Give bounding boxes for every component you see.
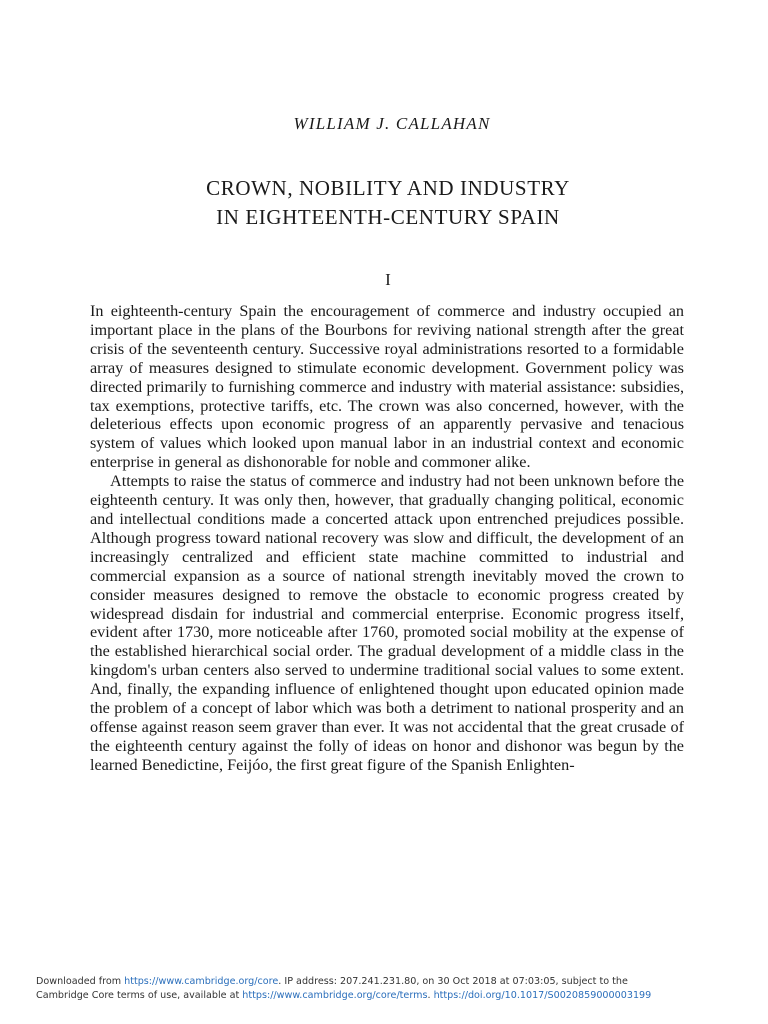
paragraph-2: Attempts to raise the status of commerce and industry had not been unknown before the eighteenth century. It was only then, however, that gradually changing political, economic and intellectual conditions made a concerted attack upon entrenched prejudices possible. Although progress toward national recovery was slow and difficult, the development of an increasingly centralized and efficient state machine committed to industrial and commercial expansion as a source of national strength inevitably moved the crown to consider measures designed to remove the obstacle to economic progress created by widespread disdain for industrial and commercial enterprise. Economic progress itself, evident after 1730, more noticeable after 1760, promoted social mobility at the expense of the established hierarchical social order. The gradual development of a middle class in the kingdom's urban centers also served to undermine traditional social values to some extent. And, finally, the expanding influence of enlightened thought upon educated opinion made the problem of a concept of labor which was both a detriment to national prosperity and an offense against reason seem graver than ever. It was not accidental that the great crusade of the eighteenth century against the folly of ideas on honor and dishonor was begun by the learned Benedictine, Feijóo, the first great figure of the Spanish Enlighten- <box>90 472 684 774</box>
footer-ip-text: . IP address: 207.241.231.80, on 30 Oct 2018 at 07:03:05, subject to the <box>278 976 628 987</box>
section-number: I <box>385 270 391 289</box>
doi-link[interactable]: https://doi.org/10.1017/S0020859000003199 <box>433 990 652 1001</box>
terms-link[interactable]: https://www.cambridge.org/core/terms <box>242 990 428 1001</box>
title-line-1: CROWN, NOBILITY AND INDUSTRY <box>206 176 570 200</box>
core-link[interactable]: https://www.cambridge.org/core <box>124 976 279 987</box>
author-name: WILLIAM J. CALLAHAN <box>293 114 491 133</box>
paragraph-1: In eighteenth-century Spain the encouragement of commerce and industry occupied an important place in the plans of the Bourbons for reviving national strength after the great crisis of the seventeenth century. Successive royal administrations resorted to a formidable array of measures designed to stimulate economic development. Government policy was directed primarily to furnishing commerce and industry with material assistance: subsidies, tax exemptions, protective tariffs, etc. The crown was also concerned, however, with the deleterious effects upon economic progress of an apparently pervasive and tenacious system of values which looked upon manual labor in an industrial context and economic enterprise in general as dishonorable for noble and commoner alike. <box>90 302 684 472</box>
footer-terms-prefix: Cambridge Core terms of use, available at <box>36 990 243 1001</box>
title-line-2: IN EIGHTEENTH-CENTURY SPAIN <box>216 205 560 229</box>
article-body <box>90 302 684 775</box>
download-footer <box>36 975 736 1003</box>
footer-separator: . <box>427 990 434 1001</box>
footer-prefix: Downloaded from <box>36 976 125 987</box>
article-title <box>0 174 768 232</box>
